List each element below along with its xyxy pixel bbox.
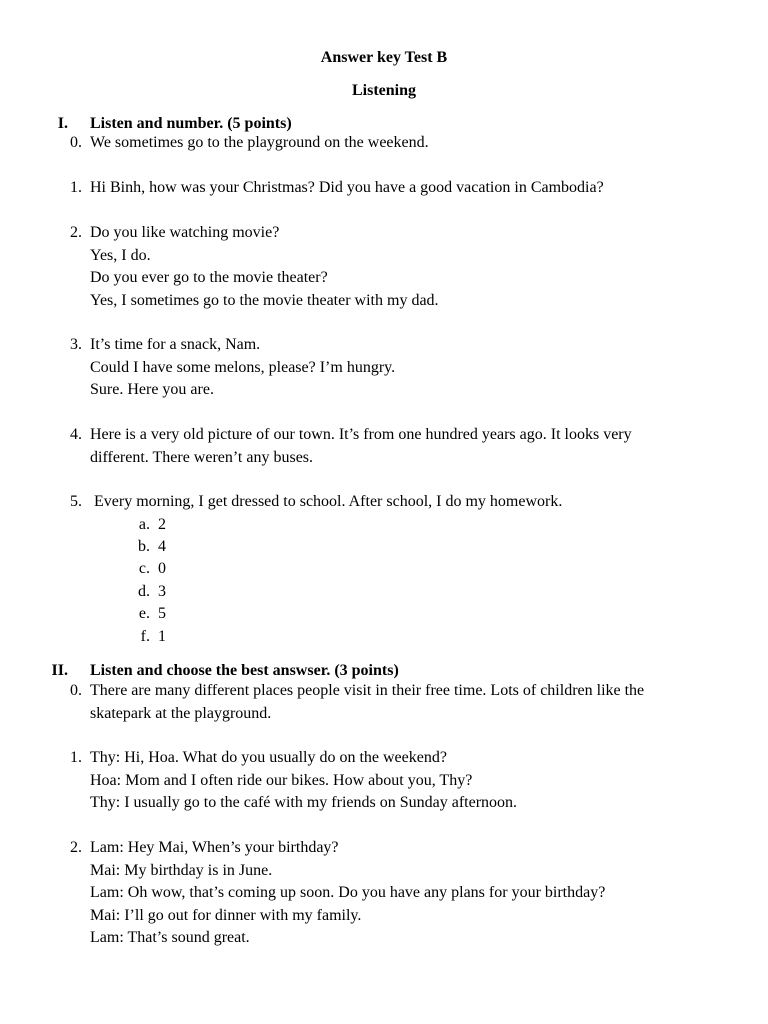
item-line: skatepark at the playground.	[90, 704, 272, 722]
item-line: Lam: Hey Mai, When’s your birthday?	[90, 839, 339, 856]
answer-value: 0	[158, 560, 166, 577]
item-line: Yes, I sometimes go to the movie theater with my dad.	[90, 291, 439, 309]
item-text	[90, 222, 710, 312]
item-line: It’s time for a snack, Nam.	[90, 336, 261, 353]
item-line: Yes, I do.	[90, 246, 151, 264]
item-text	[90, 747, 710, 815]
answer-letter: f.	[140, 628, 150, 645]
item-line: There are many different places people visit in their free time. Lots of children like the	[90, 682, 645, 699]
item-line: Could I have some melons, please? I’m hungry.	[90, 358, 396, 376]
item-line: Mai: I’ll go out for dinner with my family.	[90, 906, 362, 924]
item-text	[90, 837, 710, 950]
section-2-numeral: II.	[51, 662, 68, 679]
item-line: different. There weren’t any buses.	[90, 448, 314, 466]
item-line: Hoa: Mom and I often ride our bikes. How about you, Thy?	[90, 771, 473, 789]
item-line: Do you like watching movie?	[90, 224, 280, 241]
item-number: 2.	[70, 224, 82, 241]
item-number: 2.	[70, 839, 82, 856]
answer-value: 1	[158, 628, 166, 645]
answer-letter: e.	[138, 605, 150, 622]
item-line: Lam: That’s sound great.	[90, 929, 250, 946]
item-text	[90, 177, 710, 200]
item-line: Do you ever go to the movie theater?	[90, 269, 328, 286]
item-number: 5.	[70, 493, 82, 510]
answer-letter: a.	[138, 516, 150, 533]
answer-letter: b.	[138, 538, 150, 555]
item-line: Every morning, I get dressed to school. After school, I do my homework.	[90, 493, 563, 510]
item-line: Mai: My birthday is in June.	[90, 861, 273, 879]
item-line: Here is a very old picture of our town. It’s from one hundred years ago. It looks very	[90, 426, 632, 443]
item-line: Sure. Here you are.	[90, 381, 214, 398]
answer-letter: c.	[138, 560, 150, 577]
item-number: 1.	[70, 179, 82, 196]
item-number: 0.	[70, 682, 82, 699]
item-number: 4.	[70, 426, 82, 443]
section-1-title: Listen and number. (5 points)	[90, 115, 292, 132]
section-1-numeral: I.	[57, 115, 68, 132]
item-text	[90, 424, 710, 469]
item-line: Thy: I usually go to the café with my friends on Sunday afternoon.	[90, 794, 518, 811]
answer-value: 4	[158, 538, 166, 555]
answer-letter: d.	[138, 583, 150, 600]
item-line: Lam: Oh wow, that’s coming up soon. Do you have any plans for your birthday?	[90, 884, 606, 901]
item-number: 1.	[70, 749, 82, 766]
document-title: Answer key Test B	[320, 49, 448, 66]
item-text	[90, 132, 710, 155]
item-line: Hi Binh, how was your Christmas? Did you have a good vacation in Cambodia?	[90, 179, 604, 196]
answer-value: 2	[158, 516, 166, 533]
item-line: Thy: Hi, Hoa. What do you usually do on the weekend?	[90, 749, 447, 766]
item-line: We sometimes go to the playground on the weekend.	[90, 134, 429, 151]
document-subtitle: Listening	[351, 82, 416, 99]
item-text	[90, 491, 710, 514]
item-text	[90, 334, 710, 402]
item-text	[90, 680, 710, 725]
answer-value: 3	[158, 583, 166, 600]
answer-value: 5	[158, 605, 166, 622]
section-2-title: Listen and choose the best answser. (3 points)	[90, 662, 399, 679]
item-number: 3.	[70, 336, 82, 353]
item-number: 0.	[70, 134, 82, 151]
